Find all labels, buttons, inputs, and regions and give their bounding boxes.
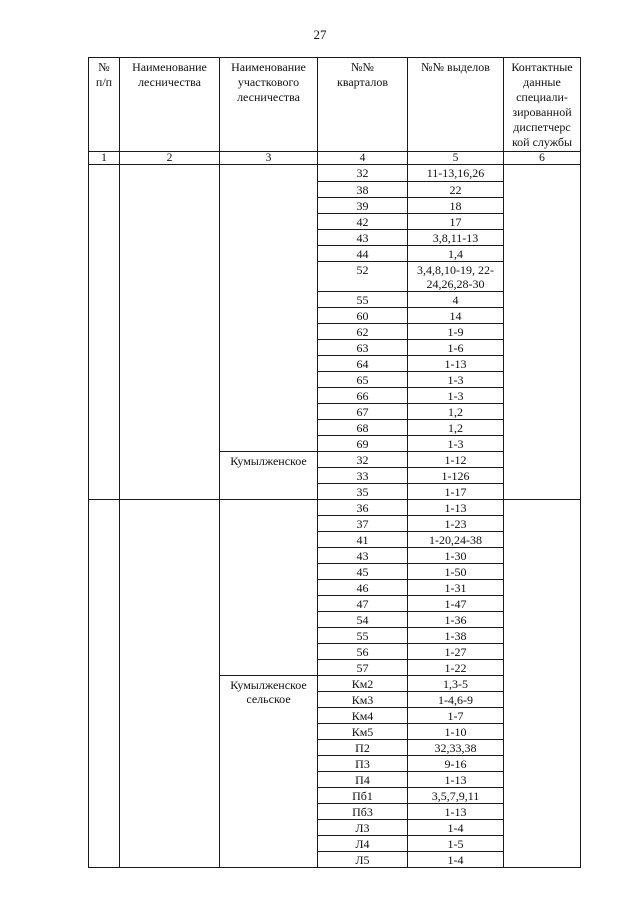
allotment-cell: 1-3 [408, 436, 504, 452]
dispatch-contact-cell [504, 500, 581, 868]
allotment-cell: 1-4 [408, 852, 504, 868]
allotment-cell: 1-22 [408, 660, 504, 676]
column-number: 6 [504, 152, 581, 165]
allotment-cell: 22 [408, 182, 504, 198]
allotment-cell: 32,33,38 [408, 740, 504, 756]
allotment-cell: 4 [408, 292, 504, 308]
allotment-cell: 1-13 [408, 356, 504, 372]
header-forestry-name: Наименование лесничества [120, 58, 220, 152]
header-district-forestry-name: Наименование участкового лесничества [220, 58, 318, 152]
quarter-cell: 46 [318, 580, 408, 596]
quarter-cell: 33 [318, 468, 408, 484]
allotment-cell: 1-4 [408, 820, 504, 836]
quarter-cell: П3 [318, 756, 408, 772]
district-forestry-name [220, 500, 318, 676]
allotment-cell: 1,3-5 [408, 676, 504, 692]
allotment-cell: 1-10 [408, 724, 504, 740]
header-dispatch-contacts: Контактные данные специали- зированной диспетчерс кой службы [504, 58, 581, 152]
column-number: 3 [220, 152, 318, 165]
allotment-cell: 1-20,24-38 [408, 532, 504, 548]
district-forestry-name: Кумылженское сельское [220, 676, 318, 868]
quarter-cell: 60 [318, 308, 408, 324]
header-allotments: №№ выделов [408, 58, 504, 152]
quarter-cell: 56 [318, 644, 408, 660]
quarter-cell: 35 [318, 484, 408, 500]
header-row [89, 58, 581, 152]
quarter-cell: 65 [318, 372, 408, 388]
allotment-cell: 11-13,16,26 [408, 165, 504, 182]
allotment-cell: 1-13 [408, 500, 504, 516]
table-header [89, 58, 581, 165]
quarter-cell: 64 [318, 356, 408, 372]
allotment-cell: 1-30 [408, 548, 504, 564]
quarter-cell: 66 [318, 388, 408, 404]
quarter-cell: 45 [318, 564, 408, 580]
allotment-cell: 3,8,11-13 [408, 230, 504, 246]
allotment-cell: 1-17 [408, 484, 504, 500]
page-number: 27 [313, 27, 327, 42]
allotment-cell: 1-13 [408, 772, 504, 788]
number-cell [89, 500, 120, 868]
quarter-cell: 41 [318, 532, 408, 548]
quarter-cell: 47 [318, 596, 408, 612]
quarter-cell: П2 [318, 740, 408, 756]
quarter-cell: 63 [318, 340, 408, 356]
quarter-cell: Л3 [318, 820, 408, 836]
quarter-cell: 36 [318, 500, 408, 516]
allotment-cell: 1,4 [408, 246, 504, 262]
forestry-name-cell [120, 500, 220, 868]
quarter-cell: Пб1 [318, 788, 408, 804]
allotment-cell: 1-12 [408, 452, 504, 468]
allotment-cell: 1,2 [408, 420, 504, 436]
quarter-cell: 54 [318, 612, 408, 628]
quarter-cell: П4 [318, 772, 408, 788]
quarter-cell: 39 [318, 198, 408, 214]
quarter-cell: 32 [318, 452, 408, 468]
quarter-cell: Км5 [318, 724, 408, 740]
quarter-cell: 69 [318, 436, 408, 452]
quarter-cell: 42 [318, 214, 408, 230]
quarter-cell: 55 [318, 292, 408, 308]
table-body [89, 165, 581, 868]
column-number: 1 [89, 152, 120, 165]
allotment-cell: 17 [408, 214, 504, 230]
quarter-cell: Л5 [318, 852, 408, 868]
quarter-cell: Км3 [318, 692, 408, 708]
allotment-cell: 1-7 [408, 708, 504, 724]
allotment-cell: 1-23 [408, 516, 504, 532]
quarter-cell: 57 [318, 660, 408, 676]
quarter-cell: 55 [318, 628, 408, 644]
header-number: № п/п [89, 58, 120, 152]
column-number: 5 [408, 152, 504, 165]
quarter-cell: 67 [318, 404, 408, 420]
allotment-cell: 1-3 [408, 372, 504, 388]
allotment-cell: 1,2 [408, 404, 504, 420]
allotment-cell: 1-126 [408, 468, 504, 484]
quarter-cell: 43 [318, 230, 408, 246]
column-number: 2 [120, 152, 220, 165]
allotment-cell: 1-3 [408, 388, 504, 404]
forestry-table [88, 57, 581, 868]
allotment-cell: 3,5,7,9,11 [408, 788, 504, 804]
allotment-cell: 9-16 [408, 756, 504, 772]
quarter-cell: 38 [318, 182, 408, 198]
allotment-cell: 1-50 [408, 564, 504, 580]
column-number: 4 [318, 152, 408, 165]
allotment-cell: 1-6 [408, 340, 504, 356]
district-forestry-name: Кумылженское [220, 452, 318, 500]
allotment-cell: 1-38 [408, 628, 504, 644]
quarter-cell: Км2 [318, 676, 408, 692]
header-quarters: №№ кварталов [318, 58, 408, 152]
quarter-cell: Пб3 [318, 804, 408, 820]
allotment-cell: 1-5 [408, 836, 504, 852]
district-forestry-name [220, 165, 318, 452]
quarter-cell: 43 [318, 548, 408, 564]
allotment-cell: 1-9 [408, 324, 504, 340]
allotment-cell: 1-47 [408, 596, 504, 612]
allotment-cell: 1-4,6-9 [408, 692, 504, 708]
quarter-cell: 32 [318, 165, 408, 182]
quarter-cell: 37 [318, 516, 408, 532]
quarter-cell: 44 [318, 246, 408, 262]
forestry-name-cell [120, 165, 220, 500]
number-cell [89, 165, 120, 500]
table-row [89, 165, 581, 182]
table-row [89, 500, 581, 516]
allotment-cell: 1-31 [408, 580, 504, 596]
quarter-cell: 68 [318, 420, 408, 436]
quarter-cell: Км4 [318, 708, 408, 724]
allotment-cell: 18 [408, 198, 504, 214]
column-number-row [89, 152, 581, 165]
quarter-cell: 62 [318, 324, 408, 340]
allotment-cell: 3,4,8,10-19, 22-24,26,28-30 [408, 262, 504, 292]
quarter-cell: 52 [318, 262, 408, 292]
allotment-cell: 1-13 [408, 804, 504, 820]
allotment-cell: 14 [408, 308, 504, 324]
allotment-cell: 1-36 [408, 612, 504, 628]
dispatch-contact-cell [504, 165, 581, 500]
allotment-cell: 1-27 [408, 644, 504, 660]
quarter-cell: Л4 [318, 836, 408, 852]
